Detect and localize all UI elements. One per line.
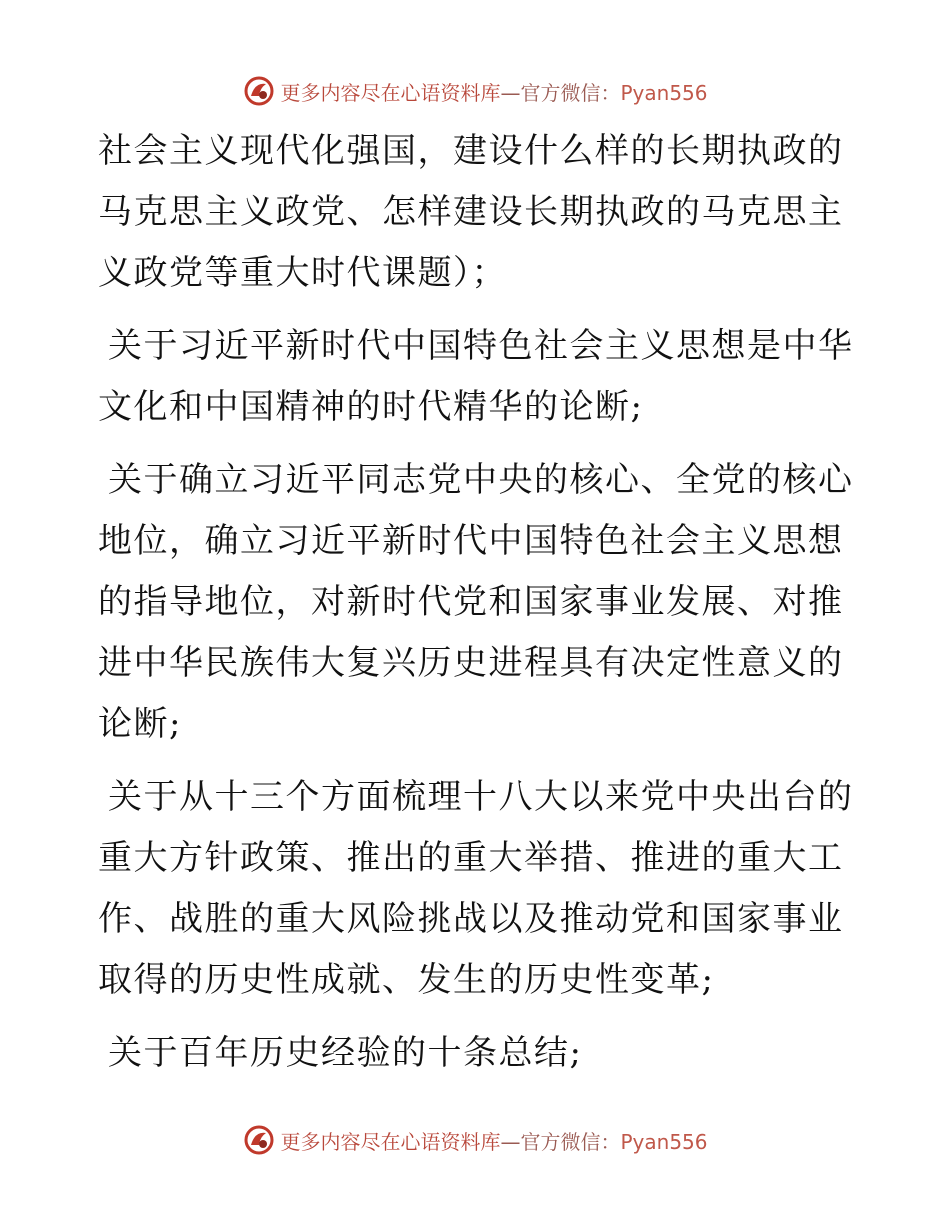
- footer-banner-text: [280, 1126, 707, 1155]
- document-body: [98, 121, 858, 1096]
- header-sub-text: 官方微信：: [520, 80, 621, 105]
- paragraph-1: 社会主义现代化强国，建设什么样的长期执政的马克思主义政党、怎样建设长期执政的马克思主义政党等重大时代课题）；: [98, 131, 844, 293]
- footer-separator: —: [500, 1129, 521, 1154]
- paragraph-4: 关于从十三个方面梳理十八大以来党中央出台的重大方针政策、推出的重大举措、推进的重大工作、战胜的重大风险挑战以及推动党和国家事业取得的历史性成就、发生的历史性变革;: [98, 777, 854, 1000]
- footer-sub-text: 官方微信：: [520, 1129, 621, 1154]
- footer-banner: [0, 1120, 950, 1160]
- header-banner-text: [280, 77, 707, 106]
- paragraph-2: 关于习近平新时代中国特色社会主义思想是中华文化和中国精神的时代精华的论断;: [98, 326, 854, 427]
- logo-icon: [242, 1123, 276, 1157]
- paragraph-5: 关于百年历史经验的十条总结;: [108, 1033, 583, 1073]
- header-wechat-id: Pyan556: [620, 80, 708, 105]
- footer-wechat-id: Pyan556: [620, 1129, 708, 1154]
- footer-main-text: 更多内容尽在心语资料库: [280, 1129, 501, 1154]
- header-separator: —: [500, 80, 521, 105]
- logo-icon: [242, 74, 276, 108]
- header-main-text: 更多内容尽在心语资料库: [280, 80, 501, 105]
- paragraph-3: 关于确立习近平同志党中央的核心、全党的核心地位，确立习近平新时代中国特色社会主义思想的指导地位，对新时代党和国家事业发展、对推进中华民族伟大复兴历史进程具有决定性意义的论断;: [98, 460, 854, 744]
- header-banner: [0, 71, 950, 111]
